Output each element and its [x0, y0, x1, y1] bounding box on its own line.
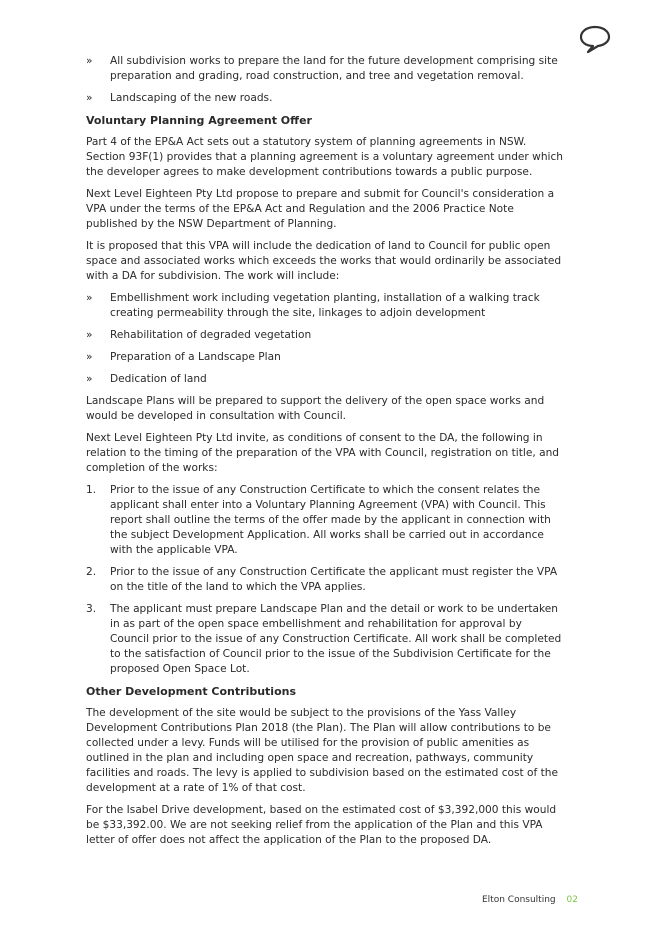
bullet-marker: » [86, 55, 93, 67]
paragraph: It is proposed that this VPA will include the dedication of land to Council for public open space and associated works which exceeds the works that would ordinarily be associated with a DA for subdivision. The work will include: [86, 240, 562, 282]
item-number: 1. [86, 484, 97, 496]
bullet-marker: » [86, 92, 93, 104]
paragraph: Next Level Eighteen Pty Ltd invite, as conditions of consent to the DA, the following in relation to the timing of the preparation of the VPA with Council, registration on title, and completion of the works: [86, 432, 560, 474]
list-item [86, 372, 564, 387]
bullet-marker: » [86, 292, 93, 304]
page-number: 02 [566, 895, 578, 905]
numbered-item [86, 483, 564, 558]
numbered-item [86, 602, 564, 677]
section-heading-vpa: Voluntary Planning Agreement Offer [86, 114, 312, 127]
paragraph: Part 4 of the EP&A Act sets out a statutory system of planning agreements in NSW. Section 93F(1) provides that a planning agreement is a voluntary agreement under which the developer agrees to make development contributions towards a public purpose. [86, 136, 564, 178]
bullet-marker: » [86, 351, 93, 363]
list-item [86, 350, 564, 365]
list-item [86, 328, 564, 343]
item-number: 3. [86, 603, 97, 615]
list-item-text: Embellishment work including vegetation planting, installation of a walking track creating permeability through the site, linkages to adjoin development [110, 292, 540, 319]
numbered-item [86, 565, 564, 595]
footer-company: Elton Consulting [482, 895, 556, 905]
bullet-marker: » [86, 329, 93, 341]
paragraph: The development of the site would be subject to the provisions of the Yass Valley Development Contributions Plan 2018 (the Plan). The Plan will allow contributions to be collected under a levy. Funds will be utilised for the provision of public amenities as outlined in the plan and including open space and recreation, pathways, community facilities and roads. The levy is applied to subdivision based on the estimated cost of the development at a rate of 1% of that cost. [86, 707, 559, 794]
page-footer [482, 895, 578, 905]
paragraph: For the Isabel Drive development, based on the estimated cost of $3,392,000 this would be $33,392.00. We are not seeking relief from the application of the Plan and this VPA letter of offer does not affect the application of the Plan to the proposed DA. [86, 804, 557, 846]
item-number: 2. [86, 566, 97, 578]
list-item-text: All subdivision works to prepare the land for the future development comprising site preparation and grading, road construction, and tree and vegetation removal. [110, 55, 558, 82]
list-item [86, 54, 564, 84]
section-heading-other-contributions: Other Development Contributions [86, 685, 297, 698]
list-item-text: Preparation of a Landscape Plan [110, 351, 281, 363]
numbered-item-text: Prior to the issue of any Construction Certificate the applicant must register the VPA on the title of the land to which the VPA applies. [110, 566, 558, 593]
main-content [86, 54, 564, 855]
list-item-text: Rehabilitation of degraded vegetation [110, 329, 312, 341]
list-item [86, 291, 564, 321]
list-item-text: Landscaping of the new roads. [110, 92, 273, 104]
list-item-text: Dedication of land [110, 373, 207, 385]
numbered-item-text: Prior to the issue of any Construction Certificate to which the consent relates the applicant shall enter into a Voluntary Planning Agreement (VPA) with Council. This report shall outline the terms of the offer made by the applicant in connection with the subject Development Application. All works shall be carried out in accordance with the applicable VPA. [110, 484, 551, 556]
speech-bubble-icon[interactable] [578, 24, 612, 54]
paragraph: Next Level Eighteen Pty Ltd propose to prepare and submit for Council's consideration a VPA under the terms of the EP&A Act and Regulation and the 2006 Practice Note published by the NSW Department of Planning. [86, 188, 555, 230]
bullet-marker: » [86, 373, 93, 385]
numbered-item-text: The applicant must prepare Landscape Plan and the detail or work to be undertaken in as part of the open space embellishment and rehabilitation for approval by Council prior to the issue of any Construction Certificate. All work shall be completed to the satisfaction of Council prior to the issue of the Subdivision Certificate for the proposed Open Space Lot. [110, 603, 562, 675]
paragraph: Landscape Plans will be prepared to support the delivery of the open space works and would be developed in consultation with Council. [86, 395, 545, 422]
list-item [86, 91, 564, 106]
